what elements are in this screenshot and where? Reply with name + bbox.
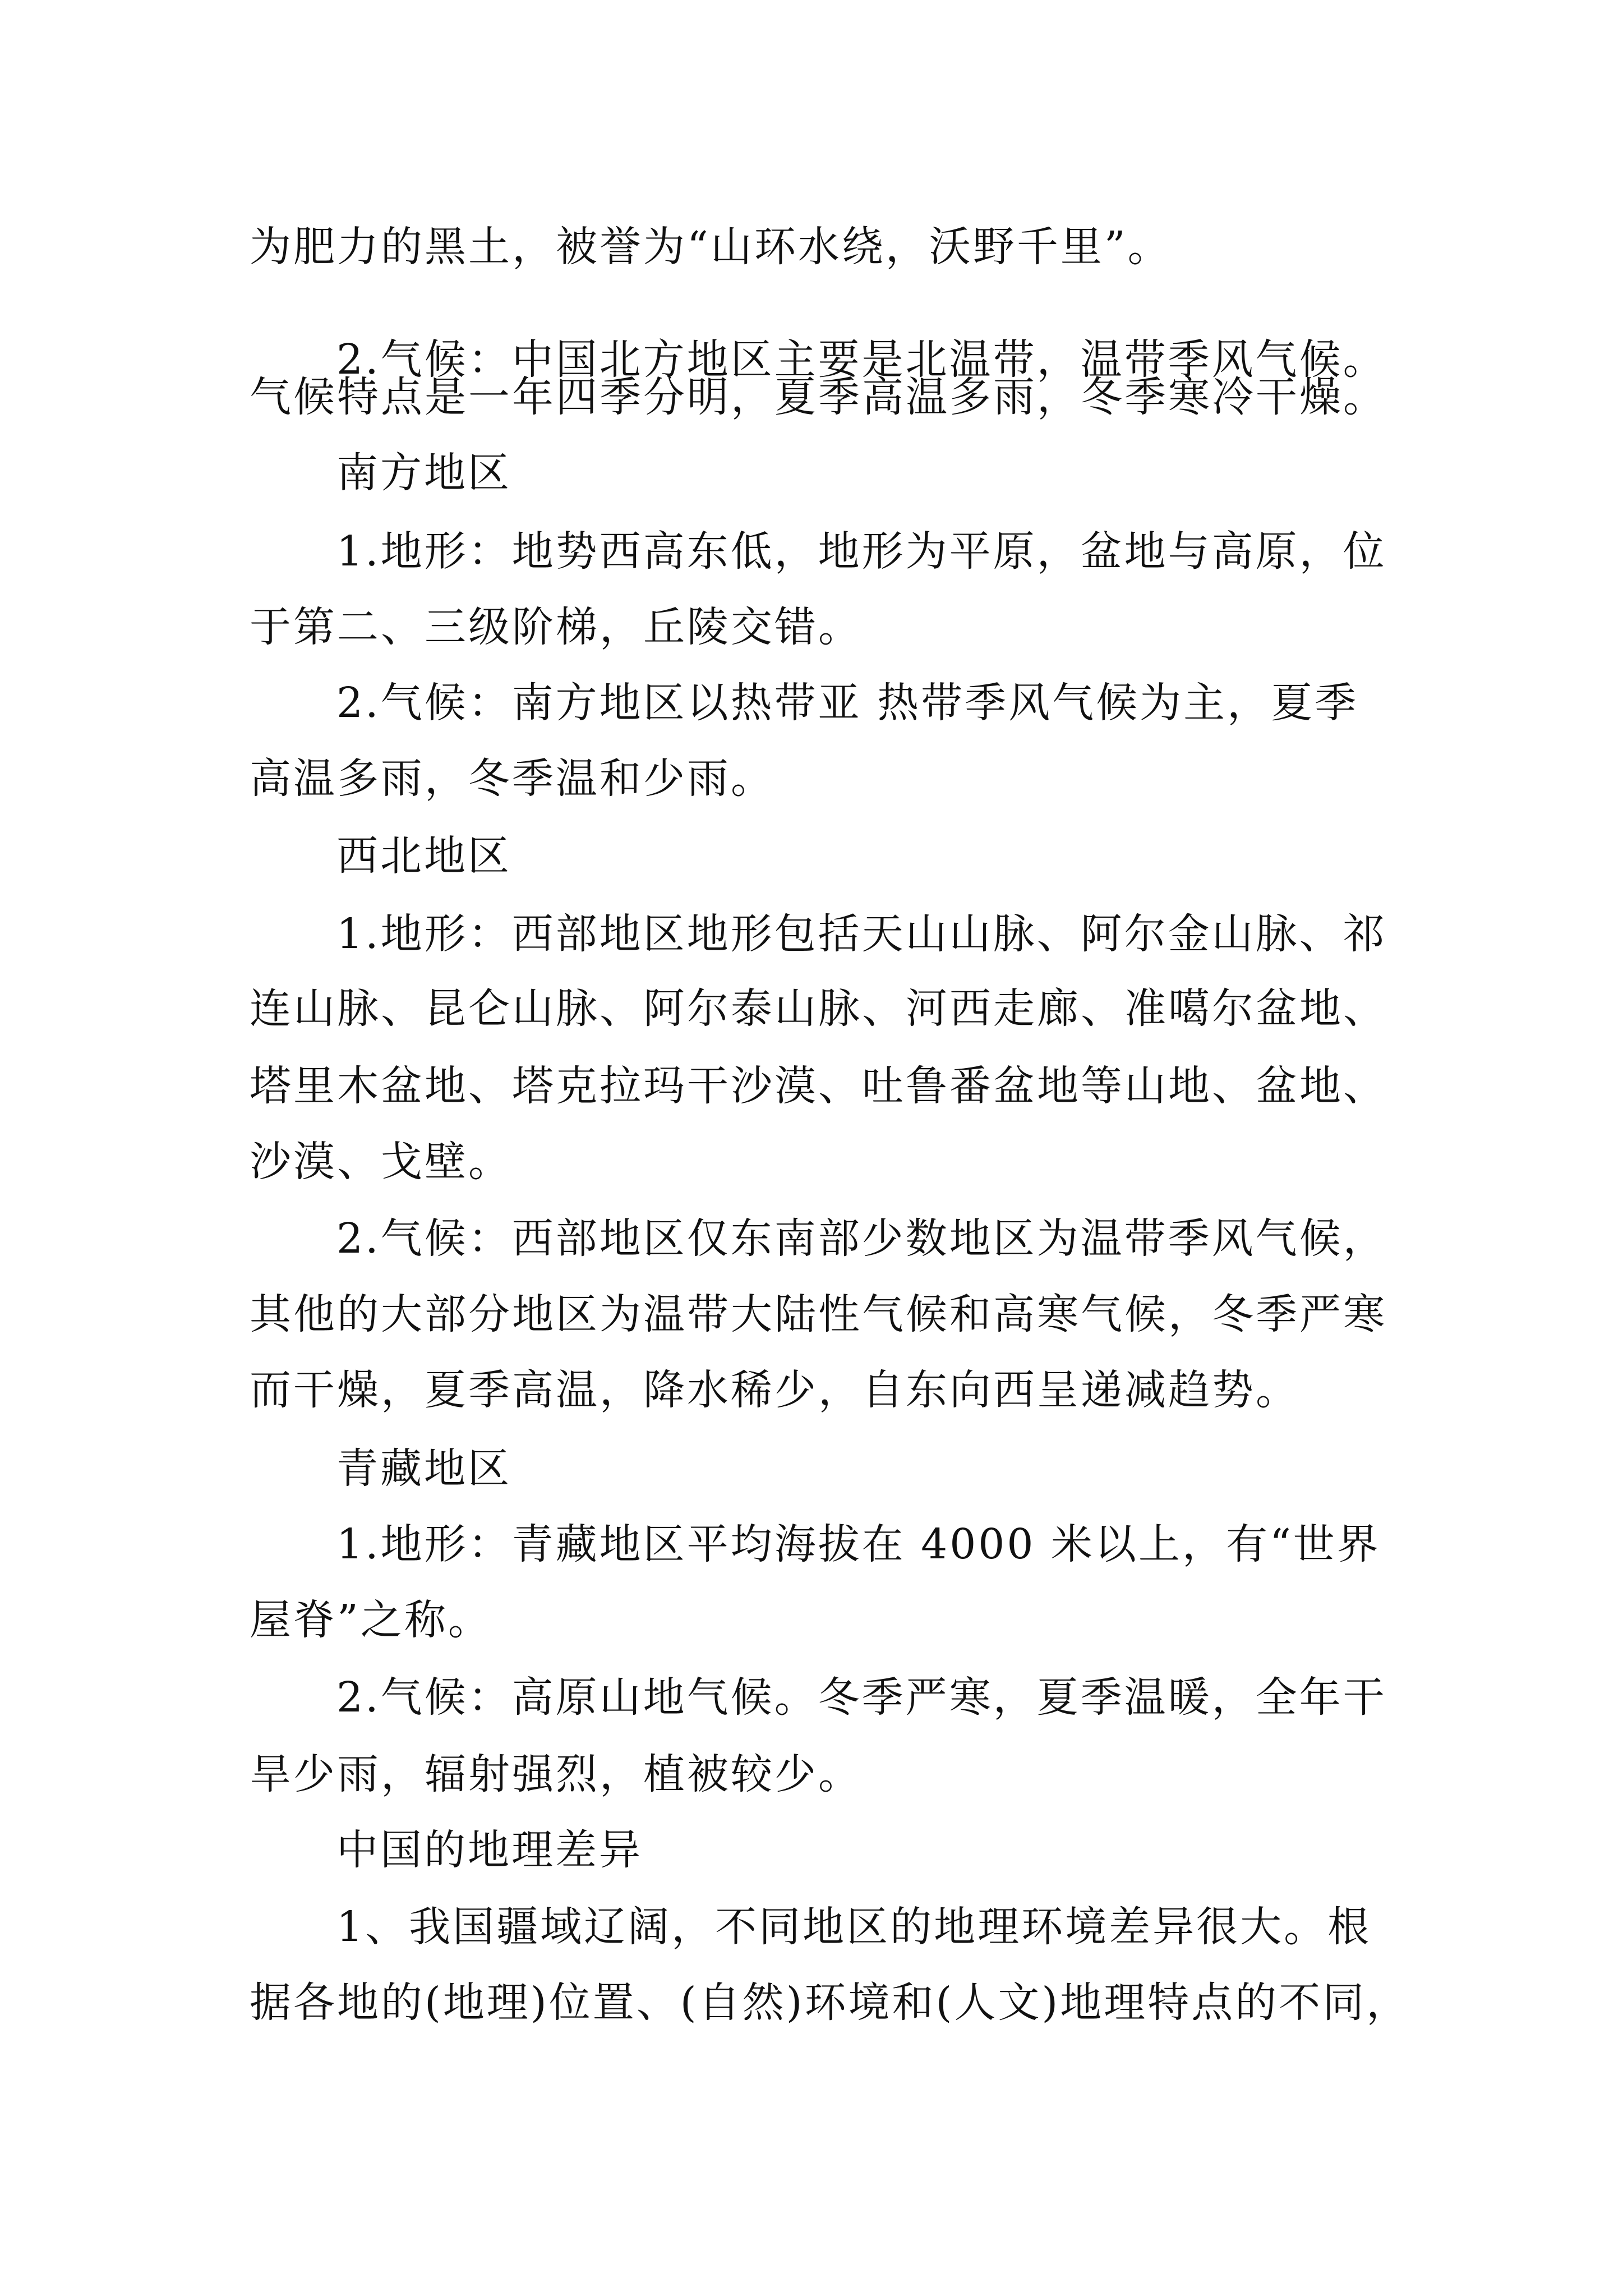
section-heading: 青藏地区 [336,1444,511,1493]
text-line: 1.地形：西部地区地形包括天山山脉、阿尔金山脉、祁 [336,910,1387,958]
text-line: 2.气候：南方地区以热带亚 热带季风气候为主，夏季 [336,679,1359,727]
text-line: 沙漠、戈壁。 [250,1138,512,1186]
text-line: 为肥力的黑土，被誉为“山环水绕，沃野千里”。 [250,223,1172,271]
text-line: 1.地形：青藏地区平均海拔在 4000 米以上，有“世界 [336,1520,1381,1568]
text-line: 其他的大部分地区为温带大陆性气候和高寒气候，冬季严寒 [250,1290,1387,1338]
text-line: 1.地形：地势西高东低，地形为平原，盆地与高原，位 [336,527,1387,576]
text-line: 屋脊”之称。 [250,1596,492,1644]
text-line: 而干燥，夏季高温，降水稀少，自东向西呈递减趋势。 [250,1366,1299,1414]
text-line: 据各地的(地理)位置、(自然)环境和(人文)地理特点的不同， [250,1978,1410,2027]
text-line: 2.气候：西部地区仅东南部少数地区为温带季风气候， [336,1214,1387,1263]
text-line: 气候特点是一年四季分明，夏季高温多雨，冬季寒冷干燥。 [250,373,1387,421]
text-line: 塔里木盆地、塔克拉玛干沙漠、吐鲁番盆地等山地、盆地、 [250,1062,1387,1110]
section-heading: 西北地区 [336,832,511,880]
text-line: 旱少雨，辐射强烈，植被较少。 [250,1750,862,1798]
section-heading: 南方地区 [336,449,511,497]
text-line: 高温多雨，冬季温和少雨。 [250,754,774,803]
section-heading: 中国的地理差异 [336,1826,643,1874]
text-line: 连山脉、昆仑山脉、阿尔泰山脉、河西走廊、准噶尔盆地、 [250,984,1387,1033]
text-line: 于第二、三级阶梯，丘陵交错。 [250,603,862,651]
text-line: 2.气候：中国北方地区主要是北温带，温带季风气候。 [336,335,1387,384]
text-line: 1、我国疆域辽阔，不同地区的地理环境差异很大。根 [336,1903,1372,1951]
text-line: 2.气候：高原山地气候。冬季严寒，夏季温暖，全年干 [336,1673,1387,1722]
